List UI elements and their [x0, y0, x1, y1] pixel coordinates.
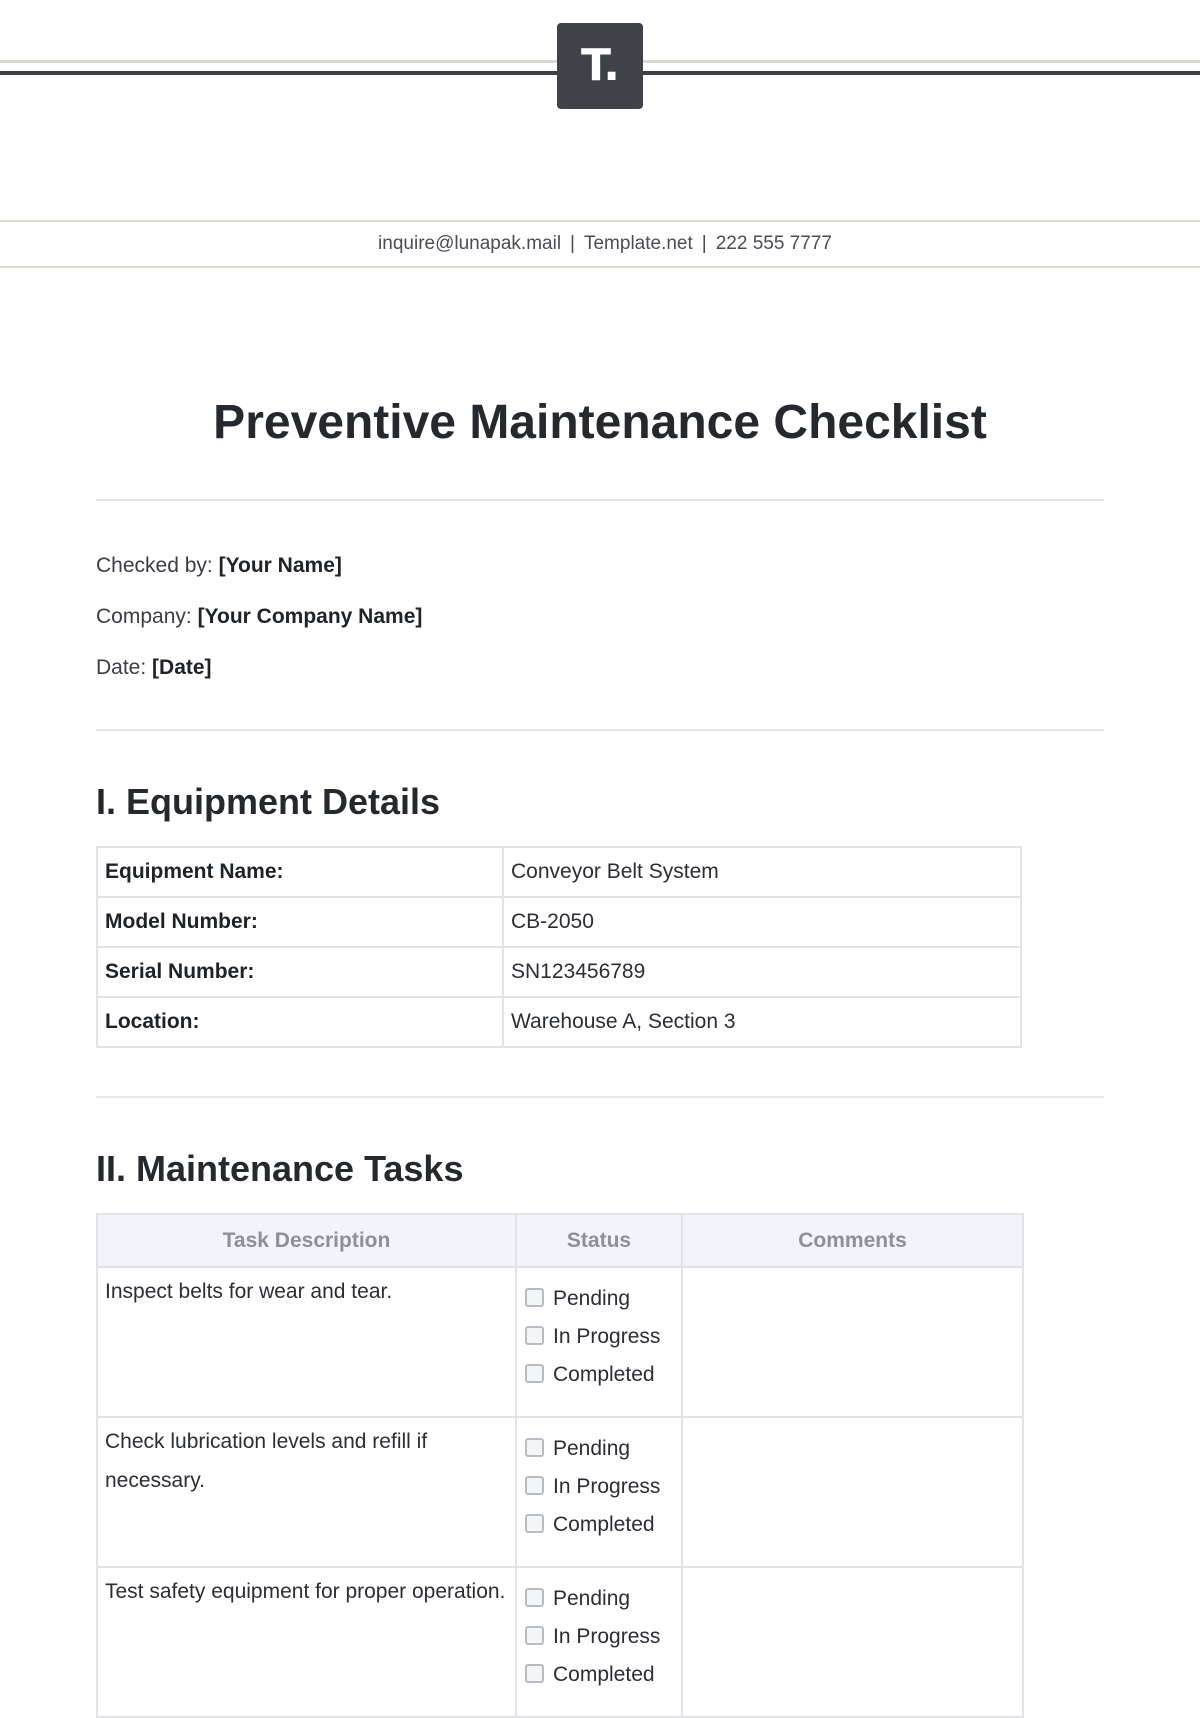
status-option-completed[interactable] [524, 1506, 674, 1544]
equipment-key: Equipment Name: [97, 847, 503, 897]
checkbox[interactable] [525, 1588, 544, 1607]
equipment-key: Serial Number: [97, 947, 503, 997]
status-option-label: In Progress [553, 1475, 661, 1498]
status-option-pending[interactable] [524, 1430, 674, 1468]
equipment-key: Model Number: [97, 897, 503, 947]
table-header-row [97, 1214, 1023, 1267]
status-option-in-progress[interactable] [524, 1468, 674, 1506]
tasks-table [96, 1213, 1024, 1718]
task-comments[interactable] [682, 1567, 1023, 1717]
checkbox[interactable] [525, 1664, 544, 1683]
table-row [97, 897, 1021, 947]
status-option-completed[interactable] [524, 1656, 674, 1694]
status-option-label: Pending [553, 1437, 631, 1460]
contact-line [0, 232, 1200, 256]
meta-label: Company: [96, 605, 192, 628]
task-description: Test safety equipment for proper operation. [97, 1567, 516, 1717]
meta-label: Date: [96, 656, 147, 679]
equipment-value: SN123456789 [503, 947, 1021, 997]
status-option-completed[interactable] [524, 1356, 674, 1394]
contact-website[interactable]: Template.net [583, 233, 693, 254]
contact-separator: | [701, 233, 707, 254]
status-option-in-progress[interactable] [524, 1618, 674, 1656]
column-header-comments: Comments [682, 1214, 1023, 1267]
equipment-key: Location: [97, 997, 503, 1047]
table-row [97, 847, 1021, 897]
equipment-table [96, 846, 1022, 1048]
table-row [97, 997, 1021, 1047]
checkbox[interactable] [525, 1476, 544, 1495]
table-row [97, 1267, 1023, 1417]
status-option-pending[interactable] [524, 1580, 674, 1618]
divider [96, 1096, 1104, 1098]
checkbox[interactable] [525, 1438, 544, 1457]
divider [96, 729, 1104, 731]
task-comments[interactable] [682, 1267, 1023, 1417]
status-option-label: Completed [553, 1513, 655, 1536]
meta-date [96, 653, 1104, 683]
status-option-in-progress[interactable] [524, 1318, 674, 1356]
task-status [516, 1417, 682, 1567]
divider [96, 499, 1104, 501]
task-status [516, 1267, 682, 1417]
task-status [516, 1567, 682, 1717]
status-option-label: Pending [553, 1587, 631, 1610]
table-row [97, 1417, 1023, 1567]
meta-company [96, 602, 1104, 632]
contact-rule-bottom [0, 266, 1200, 268]
status-option-label: Completed [553, 1663, 655, 1686]
company-logo: T. [557, 23, 643, 109]
meta-checked-by [96, 551, 1104, 581]
status-option-label: Pending [553, 1287, 631, 1310]
checkbox[interactable] [525, 1326, 544, 1345]
checkbox[interactable] [525, 1626, 544, 1645]
checklist-meta [96, 551, 1104, 683]
equipment-value: Conveyor Belt System [503, 847, 1021, 897]
meta-value: [Date] [152, 656, 212, 679]
task-description: Inspect belts for wear and tear. [97, 1267, 516, 1417]
meta-label: Checked by: [96, 554, 213, 577]
status-option-label: Completed [553, 1363, 655, 1386]
column-header-status: Status [516, 1214, 682, 1267]
task-description: Check lubrication levels and refill if necessary. [97, 1417, 516, 1567]
status-option-label: In Progress [553, 1325, 661, 1348]
meta-value: [Your Company Name] [197, 605, 423, 628]
section-title-tasks: II. Maintenance Tasks [96, 1148, 464, 1189]
contact-rule-top [0, 220, 1200, 222]
column-header-task: Task Description [97, 1214, 516, 1267]
document-body [96, 388, 1104, 1718]
table-row [97, 947, 1021, 997]
equipment-value: CB-2050 [503, 897, 1021, 947]
checkbox[interactable] [525, 1288, 544, 1307]
status-option-pending[interactable] [524, 1280, 674, 1318]
section-title-equipment: I. Equipment Details [96, 781, 441, 822]
checkbox[interactable] [525, 1364, 544, 1383]
meta-value: [Your Name] [218, 554, 342, 577]
status-option-label: In Progress [553, 1625, 661, 1648]
equipment-value: Warehouse A, Section 3 [503, 997, 1021, 1047]
task-comments[interactable] [682, 1417, 1023, 1567]
table-row [97, 1567, 1023, 1717]
page-title: Preventive Maintenance Checklist [213, 396, 987, 449]
contact-email[interactable]: inquire@lunapak.mail [378, 233, 562, 254]
contact-phone[interactable]: 222 555 7777 [715, 233, 832, 254]
contact-separator: | [570, 233, 575, 254]
checkbox[interactable] [525, 1514, 544, 1533]
